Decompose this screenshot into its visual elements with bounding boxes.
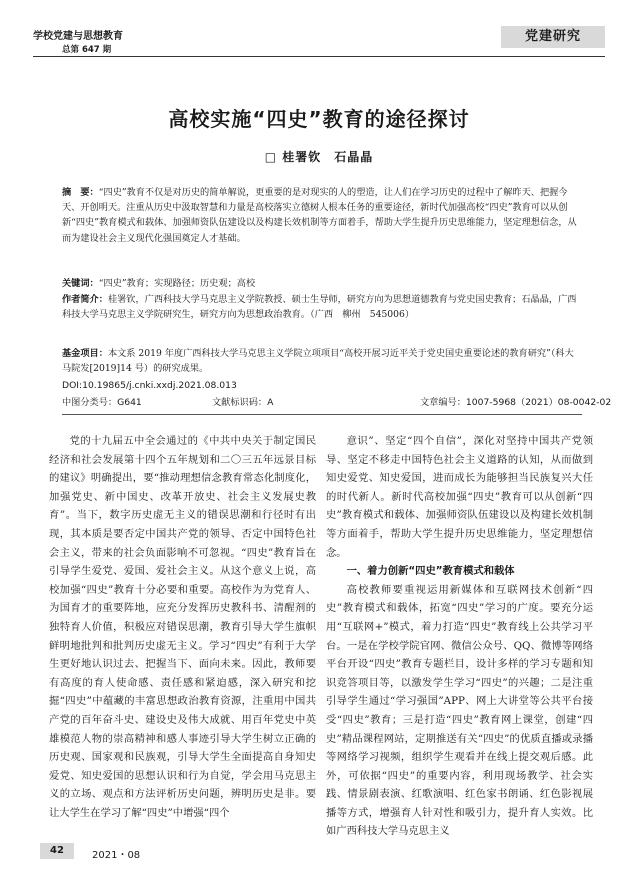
doi: DOI:10.19865/j.cnki.xxdj.2021.08.013 [62, 380, 237, 391]
abstract-text: “四史”教育不仅是对历史的简单解说，更重要的是对现实的人的塑造，让人们在学习历史的过程中了解昨天、把握今天、开创明天。注重从历史中汲取智慧和力量是高校落实立德树人根本任务的重要途径，新时代加强高校“四史”教育可以从创新“四史”教育模式和载体、加强师资队伍建设以及构建长效机制等方面着手，帮助大学生提升历史思维能力，坚定理想信念，从而为建设社会主义现代化强国奠定人才基础。 [62, 187, 577, 244]
issue-number: 总第 647 期 [62, 45, 112, 55]
fund-text: 本文系 2019 年度广西科技大学马克思主义学院立项项目“高校开展习近平关于党史国史重要论述的教育研究”（科大马院发[2019]14 号）的研究成果。 [62, 348, 574, 375]
keywords-text: “四史”教育；实现路径；历史观；高校 [98, 278, 256, 289]
article-authors: □ 桂署钦 石晶晶 [264, 150, 374, 164]
body-column-left [49, 432, 316, 822]
body-paragraph: 党的十九届五中全会通过的《中共中央关于制定国民经济和社会发展第十四个五年规划和二〇三五年远景目标的建议》明确提出，要“推动理想信念教育常态化制度化，加强党史、新中国史、改革开放史、社会主义发展史教育”。当下，数字历史虚无主义的错误思潮和行径时有出现，其本质是要否定中国共产党的领导、否定中国特色社会主义，带来的社会负面影响不可忽视。“四史”教育旨在引导学生爱党、爱国、爱社会主义。从这个意义上说，高校加强“四史”教育十分必要和重要。高校作为为党育人、为国育才的重要阵地，应充分发挥历史教科书、清醒剂的独特育人价值，积极应对错误思潮，教育引导大学生旗帜鲜明地批判和批判历史虚无主义。学习“四史”有利于大学生更好地认识过去、把握当下、面向未来。因此，教师要有高度的育人使命感、责任感和紧迫感，深入研究和挖掘“四史”中蕴藏的丰富思想政治教育资源，注重用中国共产党的百年奋斗史、建设史及伟大成就、用百年党史中英雄模范人物的崇高精神和感人事迹引导大学生树立正确的历史观、国家观和民族观，引导大学生全面提高自身知史爱党、知史爱国的思想认识和行为自觉，学会用马克思主义的立场、观点和方法评析历史问题，辨明历史是非。要让大学生在学习了解“四史”中增强“四个 [49, 435, 316, 819]
author-info-text: 桂署钦，广西科技大学马克思主义学院教授、硕士生导师，研究方向为思想道德教育与党史国史教育；石晶晶，广西科技大学马克思主义学院研究生，研究方向为思想政治教育。（广西 柳州 545006） [62, 294, 577, 321]
keywords-label: 关键词： [62, 278, 99, 289]
journal-name: 学校党建与思想教育 [33, 31, 123, 42]
body-column-right [326, 432, 593, 841]
author-info [62, 292, 582, 322]
section-label: 党建研究 [501, 26, 605, 48]
document-code: 文献标识码：A [212, 397, 274, 408]
article-title: 高校实施“四史”教育的途径探讨 [168, 107, 470, 131]
header-rule [33, 56, 605, 57]
meta-rule [62, 414, 582, 415]
keywords [62, 276, 582, 291]
class-number: 中图分类号：G641 [62, 397, 142, 408]
author-info-label: 作者简介： [62, 294, 108, 305]
section-heading: 一、着力创新“四史”教育模式和载体 [346, 565, 515, 578]
fund-label: 基金项目： [62, 348, 108, 359]
body-paragraph: 高校教师要重视运用新媒体和互联网技术创新“四史”教育模式和载体，拓宽“四史”学习的广度。要充分运用“互联网+”模式，着力打造“四史”教育线上公共学习平台。一是在学校学院官网、微信公众号、QQ、微博等网络平台开设“四史”教育专题栏目，设计多样的学习专题和知识竞答项目等，以激发学生学习“四史”的兴趣；二是注重引导学生通过“学习强国”APP、网上大讲堂等公共平台接受“四史”教育；三是打造“四史”教育网上课堂，创建“四史”精品课程网站，定期推送有关“四史”的优质直播或录播等网络学习视频，组织学生观看并在线上提交观后感。此外，可依据“四史”的重要内容，利用现场教学、社会实践、情景剧表演、红歌演唱、红色家书朗诵、红色影视展播等方式，增强育人针对性和吸引力，提升育人实效。比如广西科技大学马克思主义 [326, 583, 593, 838]
body-paragraph: 意识”、坚定“四个自信”，深化对坚持中国共产党领导、坚定不移走中国特色社会主义道路的认知，从而做到知史爱党、知史爱国，进而成长为能够担当民族复兴大任的时代新人。新时代高校加强“四史”教育可以从创新“四史”教育模式和载体、加强师资队伍建设以及构建长效机制等方面着手，帮助大学生提升历史思维能力，坚定理想信念。 [326, 435, 593, 559]
abstract-label: 摘 要： [62, 187, 99, 198]
article-number: 文章编号：1007-5968（2021）08-0042-02 [420, 397, 612, 408]
fund-info [62, 346, 582, 376]
footer-date: 2021・08 [92, 850, 141, 861]
abstract [62, 185, 582, 246]
page-number: 42 [40, 843, 74, 859]
